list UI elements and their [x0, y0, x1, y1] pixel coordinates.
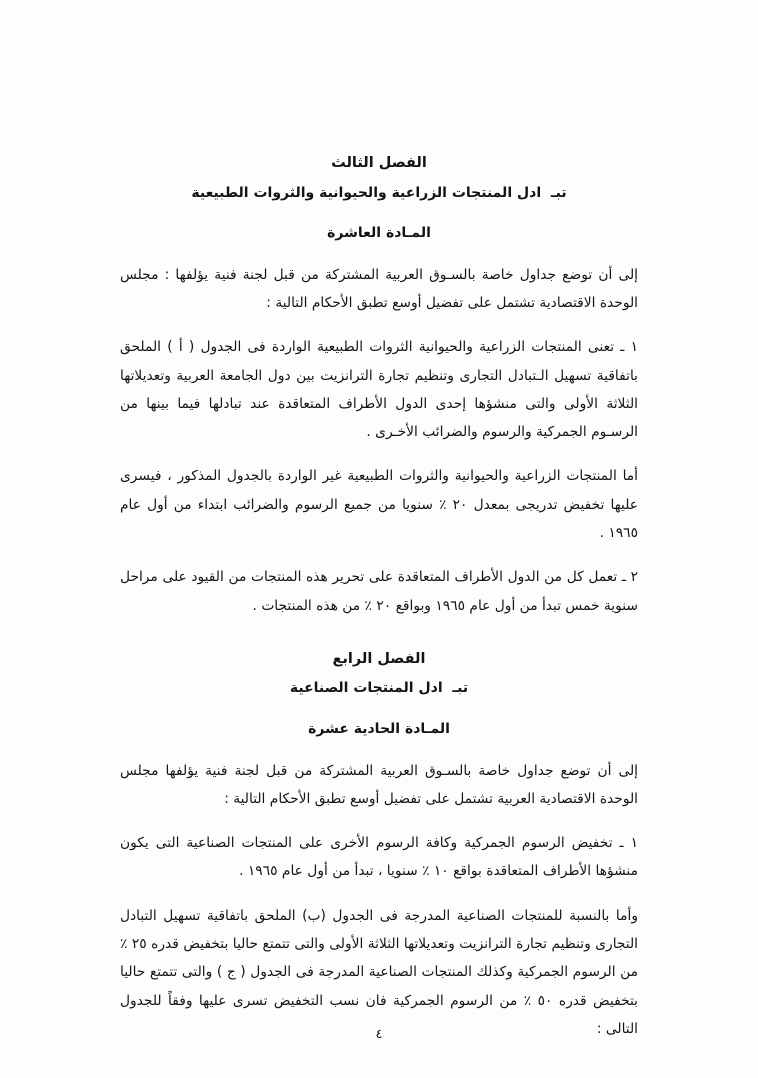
- article-heading-11: المـادة الحادية عشرة: [308, 720, 450, 737]
- chapter-subject-3: تبـ ادل المنتجات الزراعية والحيوانية والثروات الطبيعية: [191, 184, 567, 201]
- document-body: [120, 150, 638, 1059]
- chapter-heading-4: الفصل الرابع: [332, 650, 426, 667]
- paragraph: وأما بالنسبة للمنتجات الصناعية المدرجة فى الجدول (ب) الملحق باتفاقية تسهيل التبادل التجارى وتنظيم تجارة الترانزيت وتعديلاتها الثلاثة الأولى والتى تتمتع حاليا بتخفيض قدره ٢٥ ٪ من الرسوم الجمركية وكذلك المنتجات الصناعية المدرجة فى الجدول ( ج ) والتى تتمتع حاليا بتخفيض قدره ٥٠ ٪ من الرسوم الجمركية فان نسب التخفيض تسرى عليها وفقاً للجدول التالى :: [120, 907, 638, 1037]
- chapter-heading-3: الفصل الثالث: [331, 155, 427, 171]
- paragraph: ١ ـ تعنى المنتجات الزراعية والحيوانية الثروات الطبيعية الواردة فى الجدول ( أ ) الملحق باتفاقية تسهيل الـتبادل التجارى وتنظيم تجارة الترانزيت بين دول الجامعة العربية وتعديلاتها الثلاثة الأولى والتى منشؤها إحدى الدول الأطراف المتعاقدة عند تبادلها فيما بينها من الرسـوم الجمركية والرسوم والضرائب الأخـرى .: [120, 339, 638, 441]
- paragraph: إلى أن توضع جداول خاصة بالسـوق العربية المشتركة من قبل لجنة فنية يؤلفها مجلس الوحدة الاقتصادية العربية تشتمل على تفضيل أوسع تطبق الأحكام التالية :: [120, 762, 638, 807]
- page-number: ٤: [375, 1027, 383, 1042]
- paragraph: ١ ـ تخفيض الرسوم الجمركية وكافة الرسوم الأخرى على المنتجات الصناعية التى يكون منشؤها الأطراف المتعاقدة بواقع ١٠ ٪ سنويا ، تبدأ من أول عام ١٩٦٥ .: [120, 835, 638, 880]
- section-spacer: [120, 636, 638, 646]
- chapter-subject-4: تبـ ادل المنتجات الصناعية: [289, 680, 469, 697]
- article-heading-10: المـادة العاشرة: [327, 225, 431, 242]
- paragraph: أما المنتجات الزراعية والحيوانية والثروات الطبيعية غير الواردة بالجدول المذكور ، فيسرى عليها تخفيض تدريجى بمعدل ٢٠ ٪ سنويا من جميع الرسوم والضرائب ابتداء من أول عام ١٩٦٥ .: [120, 468, 638, 541]
- paragraph: ٢ ـ تعمل كل من الدول الأطراف المتعاقدة على تحرير هذه المنتجات من القيود على مراحل سنوية خمس تبدأ من أول عام ١٩٦٥ وبواقع ٢٠ ٪ من هذه المنتجات .: [120, 569, 638, 614]
- paragraph: إلى أن توضع جداول خاصة بالسـوق العربية المشتركة من قبل لجنة فنية يؤلفها : مجلس الوحدة الاقتصادية تشتمل على تفضيل أوسع تطبق الأحكام التالية :: [120, 266, 638, 312]
